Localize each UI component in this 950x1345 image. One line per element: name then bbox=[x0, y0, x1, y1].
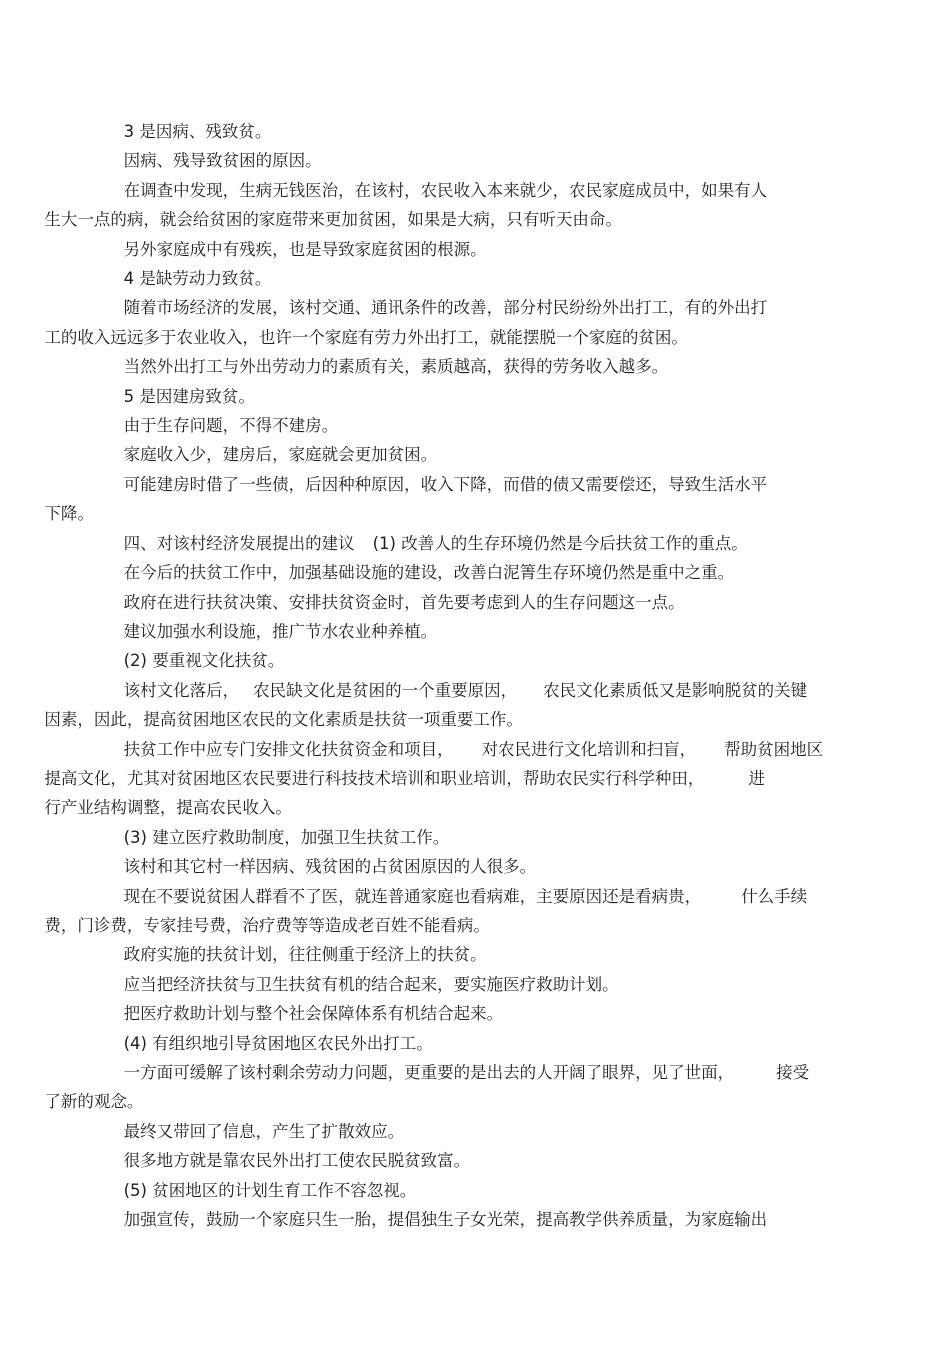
paragraph-line bbox=[84, 882, 874, 911]
text-segment: 帮助贫困地区 bbox=[724, 739, 824, 759]
paragraph bbox=[84, 117, 874, 146]
paragraph bbox=[44, 293, 874, 352]
paragraph-text: 应当把经济扶贫与卫生扶贫有机的结合起来，要实施医疗救助计划。 bbox=[123, 974, 619, 994]
text-segment: 该村文化落后， bbox=[123, 680, 240, 700]
paragraph-line: 因素，因此，提高贫困地区农民的文化素质是扶贫一项重要工作。 bbox=[44, 710, 523, 730]
paragraph-text: 加强宣传，鼓励一个家庭只生一胎，提倡独生子女光荣，提高教学供养质量，为家庭输出 bbox=[123, 1210, 768, 1230]
section-heading: 四、对该村经济发展提出的建议 bbox=[123, 533, 355, 553]
paragraph bbox=[84, 852, 874, 881]
paragraph bbox=[84, 970, 874, 999]
paragraph bbox=[44, 470, 874, 529]
paragraph bbox=[84, 529, 874, 558]
paragraph-line: 费，门诊费，专家挂号费，治疗费等等造成老百姓不能看病。 bbox=[44, 915, 490, 935]
paragraph-line: 下降。 bbox=[44, 504, 94, 524]
paragraph-text: 4 是缺劳动力致贫。 bbox=[123, 269, 272, 289]
paragraph-text: 把医疗救助计划与整个社会保障体系有机结合起来。 bbox=[123, 1004, 504, 1024]
text-segment: 什么手续 bbox=[741, 886, 808, 906]
paragraph-line bbox=[84, 735, 874, 764]
text-segment: 提高文化，尤其对贫困地区农民要进行科技技术培训和职业培训，帮助农民实行科学种田， bbox=[44, 768, 705, 788]
paragraph-text: 当然外出打工与外出劳动力的素质有关，素质越高，获得的劳务收入越多。 bbox=[123, 357, 669, 377]
paragraph-line: 生大一点的病，就会给贫困的家庭带来更加贫困，如果是大病，只有听天由命。 bbox=[44, 210, 622, 230]
paragraph bbox=[84, 1029, 874, 1058]
paragraph bbox=[84, 558, 874, 587]
text-segment: 扶贫工作中应专门安排文化扶贫资金和项目， bbox=[123, 739, 454, 759]
paragraph-line bbox=[44, 764, 874, 793]
paragraph-text: 建议加强水利设施，推广节水农业种养植。 bbox=[123, 621, 438, 641]
paragraph-text: 5 是因建房致贫。 bbox=[123, 386, 255, 406]
text-segment: 对农民进行文化培训和扫盲， bbox=[481, 739, 697, 759]
paragraph bbox=[84, 235, 874, 264]
paragraph bbox=[84, 617, 874, 646]
paragraph-text: 家庭收入少，建房后，家庭就会更加贫困。 bbox=[123, 445, 438, 465]
paragraph-text: 在今后的扶贫工作中，加强基础设施的建设，改善白泥箐生存环境仍然是重中之重。 bbox=[123, 563, 735, 583]
paragraph-line bbox=[84, 676, 874, 705]
paragraph-text: (4) 有组织地引导贫困地区农民外出打工。 bbox=[123, 1033, 433, 1053]
paragraph bbox=[84, 823, 874, 852]
paragraph bbox=[84, 352, 874, 381]
paragraph-text: (5) 贫困地区的计划生育工作不容忽视。 bbox=[123, 1180, 417, 1200]
paragraph-text: (3) 建立医疗救助制度，加强卫生扶贫工作。 bbox=[123, 827, 450, 847]
paragraph bbox=[84, 588, 874, 617]
paragraph-text: 政府实施的扶贫计划，往往侧重于经济上的扶贫。 bbox=[123, 945, 487, 965]
paragraph-line: 工的收入远远多于农业收入，也许一个家庭有劳力外出打工，就能摆脱一个家庭的贫困。 bbox=[44, 327, 688, 347]
paragraph bbox=[84, 382, 874, 411]
paragraph-text: 政府在进行扶贫决策、安排扶贫资金时，首先要考虑到人的生存问题这一点。 bbox=[123, 592, 685, 612]
text-segment: 进 bbox=[748, 768, 765, 788]
paragraph-line bbox=[84, 1058, 874, 1087]
paragraph bbox=[84, 1176, 874, 1205]
paragraph-text: (1) 改善人的生存环境仍然是今后扶贫工作的重点。 bbox=[372, 533, 748, 553]
paragraph bbox=[84, 411, 874, 440]
paragraph bbox=[44, 882, 874, 941]
text-segment: 农民文化素质低又是影响脱贫的关键 bbox=[543, 680, 808, 700]
paragraph bbox=[44, 735, 874, 823]
text-segment: 农民缺文化是贫困的一个重要原因， bbox=[253, 680, 518, 700]
paragraph-text: 很多地方就是靠农民外出打工使农民脱贫致富。 bbox=[123, 1151, 471, 1171]
paragraph-line: 在调查中发现，生病无钱医治，在该村，农民收入本来就少，农民家庭成员中，如果有人 bbox=[123, 180, 768, 200]
paragraph-line: 随着市场经济的发展，该村交通、通讯条件的改善，部分村民纷纷外出打工，有的外出打 bbox=[123, 298, 768, 318]
paragraph-text: 另外家庭成中有残疾，也是导致家庭贫困的根源。 bbox=[123, 239, 487, 259]
paragraph bbox=[84, 999, 874, 1028]
paragraph-text: (2) 要重视文化扶贫。 bbox=[123, 651, 285, 671]
paragraph-line: 了新的观念。 bbox=[44, 1092, 144, 1112]
paragraph bbox=[84, 146, 874, 175]
text-segment: 现在不要说贫困人群看不了医，就连普通家庭也看病难，主要原因还是看病贵， bbox=[123, 886, 702, 906]
paragraph bbox=[84, 1117, 874, 1146]
paragraph-text: 因病、残导致贫困的原因。 bbox=[123, 151, 322, 171]
text-segment: 一方面可缓解了该村剩余劳动力问题，更重要的是出去的人开阔了眼界，见了世面， bbox=[123, 1063, 735, 1082]
paragraph bbox=[44, 676, 874, 735]
paragraph bbox=[84, 1205, 874, 1234]
paragraph-text: 最终又带回了信息，产生了扩散效应。 bbox=[123, 1121, 405, 1141]
paragraph bbox=[84, 264, 874, 293]
paragraph-line: 行产业结构调整，提高农民收入。 bbox=[44, 798, 292, 818]
paragraph bbox=[84, 1146, 874, 1175]
paragraph bbox=[84, 646, 874, 675]
paragraph-text: 由于生存问题，不得不建房。 bbox=[123, 416, 339, 436]
paragraph-text: 该村和其它村一样因病、残贫困的占贫困原因的人很多。 bbox=[123, 857, 537, 877]
paragraph bbox=[44, 176, 874, 235]
paragraph-line: 可能建房时借了一些债，后因种种原因，收入下降，而借的债又需要偿还，导致生活水平 bbox=[123, 474, 768, 494]
paragraph bbox=[44, 1058, 874, 1117]
paragraph bbox=[84, 940, 874, 969]
document-body bbox=[44, 117, 874, 1234]
paragraph-text: 3 是因病、残致贫。 bbox=[123, 122, 272, 141]
text-segment: 接受 bbox=[776, 1063, 810, 1082]
paragraph bbox=[84, 440, 874, 469]
